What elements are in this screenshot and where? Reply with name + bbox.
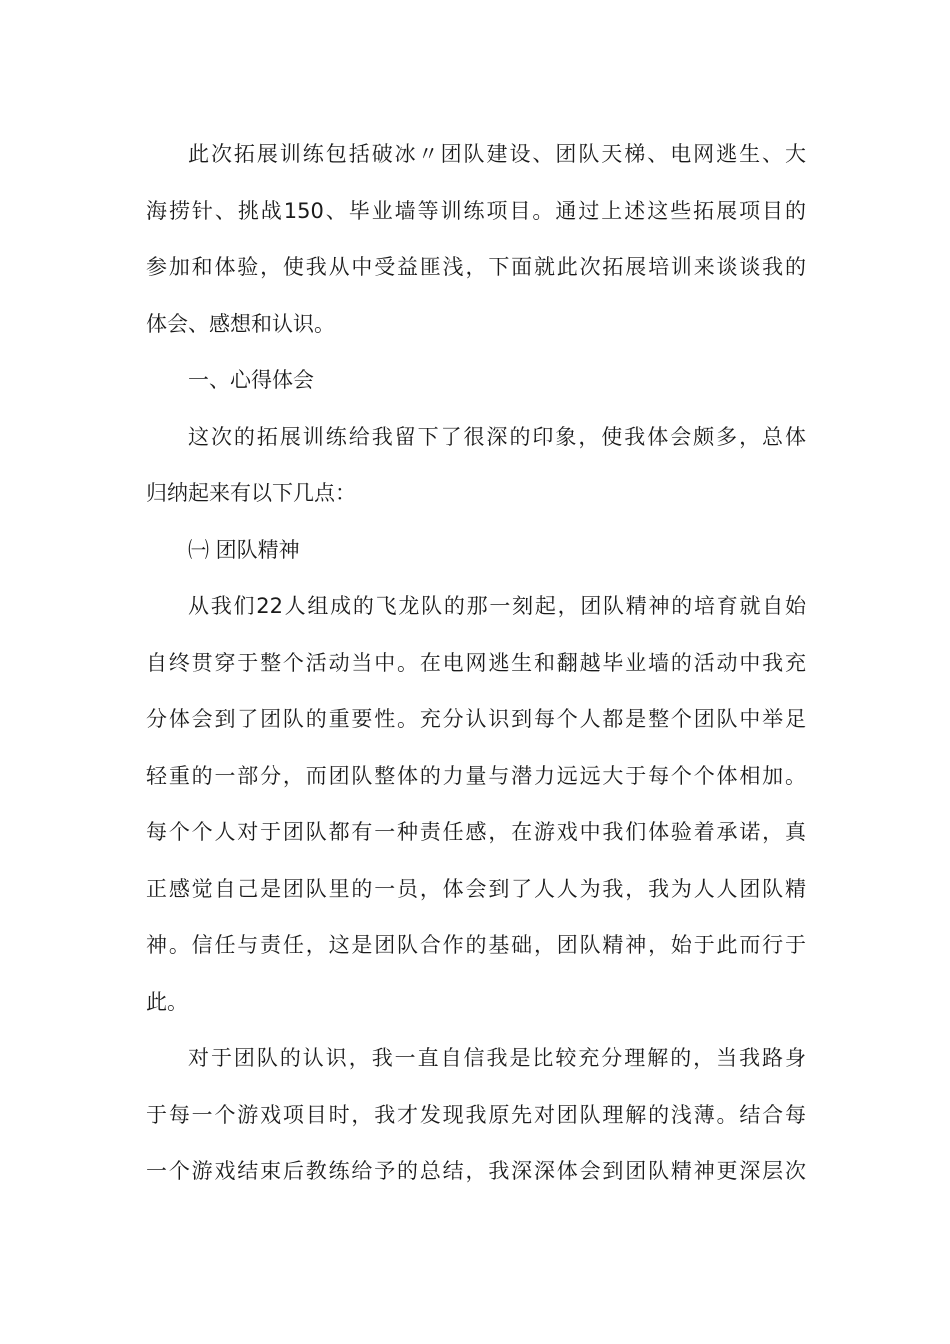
text-line: 对于团队的认识，我一直自信我是比较充分理解的，当我路身 [188,1046,806,1070]
text-line: 这次的拓展训练给我留下了很深的印象，使我体会颇多，总体 [188,424,806,449]
text-line: 一个游戏结束后教练给予的总结，我深深体会到团队精神更深层次 [146,1159,806,1183]
text-line: 从我们22人组成的飞龙队的那一刻起，团队精神的培育就自始 [188,594,806,618]
text-line: 海捞针、挑战150、毕业墙等训练项目。通过上述这些拓展项目的 [146,198,806,223]
text-line: 神。信任与责任，这是团队合作的基础，团队精神，始于此而行于 [146,933,806,957]
section-heading: 一、心得体会 [188,368,314,392]
text-line: 正感觉自己是团队里的一员，体会到了人人为我，我为人人团队精 [146,876,806,901]
text-line: 轻重的一部分，而团队整体的力量与潜力远远大于每个个体相加。 [146,763,806,788]
text-line: 于每一个游戏项目时，我才发现我原先对团队理解的浅薄。结合每 [146,1102,806,1127]
text-line: 参加和体验，使我从中受益匪浅，下面就此次拓展培训来谈谈我的 [146,255,806,279]
text-line: 体会、感想和认识。 [146,311,335,336]
text-line: 此。 [146,989,188,1014]
text-line: 归纳起来有以下几点： [146,481,356,505]
subsection-heading: ㈠ 团队精神 [188,537,300,562]
document-body [146,126,806,1200]
text-line: 每个个人对于团队都有一种责任感，在游戏中我们体验着承诺，真 [146,820,806,844]
text-line: 自终贯穿于整个活动当中。在电网逃生和翻越毕业墙的活动中我充 [146,650,806,675]
text-line: 此次拓展训练包括破冰〃团队建设、团队天梯、电网逃生、大 [188,142,806,166]
text-line: 分体会到了团队的重要性。充分认识到每个人都是整个团队中举足 [146,707,806,731]
